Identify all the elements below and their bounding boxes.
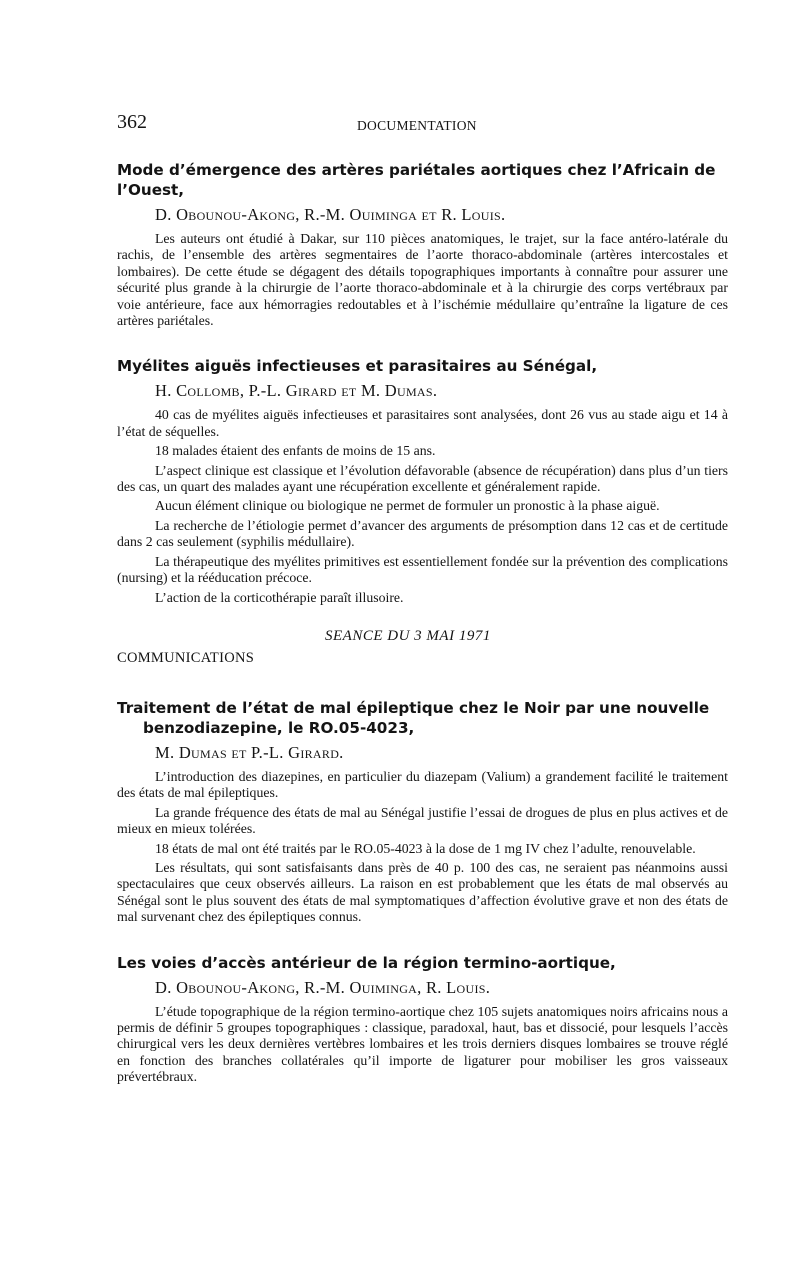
session-heading [117, 628, 728, 698]
article-paragraph: L’étude topographique de la région termino-aortique chez 105 sujets anatomiques noirs africains nous a permis de définir 5 groupes topographiques : classique, paradoxal, haut, bas et dissocié, pour lesquels l’accès chirurgical vers les deux dernières vertèbres lombaires et les trois derniers disques lombaires se trouve réglé en fonction des branches collatérales qu’il importe de ligaturer pour mobiliser les gros vaisseaux prévertébraux. [117, 1003, 728, 1085]
article-authors: H. Collomb, P.-L. Girard et M. Dumas. [155, 381, 438, 401]
article-authors: M. Dumas et P.-L. Girard. [155, 742, 344, 762]
article-title-line: benzodiazepine, le RO.05-4023, [143, 718, 415, 737]
article-title: Myélites aiguës infectieuses et parasitaires au Sénégal, [117, 357, 598, 376]
page-number: 362 [117, 111, 147, 133]
section-label: COMMUNICATIONS [117, 649, 255, 666]
seance-date: SEANCE DU 3 MAI 1971 [325, 627, 491, 644]
page-content [117, 160, 728, 1089]
article-title [117, 160, 728, 200]
article-authors: D. Obounou-Akong, R.-M. Ouiminga, R. Louis. [155, 977, 491, 997]
article-paragraph: 18 malades étaient des enfants de moins de 15 ans. [155, 443, 436, 459]
article-paragraph: La thérapeutique des myélites primitives est essentiellement fondée sur la prévention des complications (nursing) et la rééducation précoce. [117, 553, 728, 586]
article-title-line: l’Ouest, [117, 181, 185, 199]
running-title: DOCUMENTATION [357, 118, 477, 133]
article-paragraph: La recherche de l’étiologie permet d’avancer des arguments de présomption dans 12 cas et de certitude dans 2 cas seulement (syphilis médullaire). [117, 517, 728, 550]
article-paragraph: 18 états de mal ont été traités par le RO.05-4023 à la dose de 1 mg IV chez l’adulte, renouvelable. [155, 840, 696, 856]
article-paragraph: L’introduction des diazepines, en particulier du diazepam (Valium) a grandement facilité le traitement des états de mal épileptiques. [117, 768, 728, 801]
article-title-line: Traitement de l’état de mal épileptique chez le Noir par une nouvelle [117, 698, 710, 717]
article [117, 698, 728, 926]
article-authors: D. Obounou-Akong, R.-M. Ouiminga et R. Louis. [155, 205, 506, 224]
article-paragraph: 40 cas de myélites aiguës infectieuses et parasitaires sont analysées, dont 26 vus au stade aigu et 14 à l’état de séquelles. [117, 407, 728, 439]
article-paragraph: Les résultats, qui sont satisfaisants dans près de 40 p. 100 des cas, ne seraient pas néanmoins aussi spectaculaires que ceux observés ailleurs. La raison en est probablement que les états de mal observés au Sénégal sont le plus souvent des états de mal symptomatiques d’affection évolutive grave et non des états de mal survenant chez des épileptiques connus. [117, 859, 728, 925]
article-paragraph: L’aspect clinique est classique et l’évolution défavorable (absence de récupération) dans plus d’un tiers des cas, un quart des malades ayant une récupération excellente et généralement rapide. [117, 462, 728, 495]
article-paragraph: L’action de la corticothérapie paraît illusoire. [155, 589, 404, 605]
article-title [117, 698, 728, 738]
article [117, 356, 728, 605]
article-paragraph: Aucun élément clinique ou biologique ne permet de formuler un pronostic à la phase aiguë. [155, 498, 660, 514]
article-paragraph: Les auteurs ont étudié à Dakar, sur 110 pièces anatomiques, le trajet, sur la face antéro-latérale du rachis, de l’ensemble des artères segmentaires de l’aorte thoraco-abdominale (artères intercostales et lombaires). De cette étude se dégagent des détails topographiques importants à connaître pour assurer une sécurité plus grande à la chirurgie de l’aorte thoraco-abdominale et à la chirurgie des corps vertébraux par voie antérieure, face aux hémorragies redoutables et à l’ischémie médullaire qu’entraîne la ligature de ces artères pariétales. [117, 231, 728, 329]
article [117, 953, 728, 1086]
article-title-line: Mode d’émergence des artères pariétales aortiques chez l’Africain de [117, 161, 716, 179]
article-paragraph: La grande fréquence des états de mal au Sénégal justifie l’essai de drogues de plus en plus actives et de mieux en mieux tolérées. [117, 804, 728, 837]
article-title: Les voies d’accès antérieur de la région termino-aortique, [117, 953, 616, 972]
article [117, 160, 728, 329]
